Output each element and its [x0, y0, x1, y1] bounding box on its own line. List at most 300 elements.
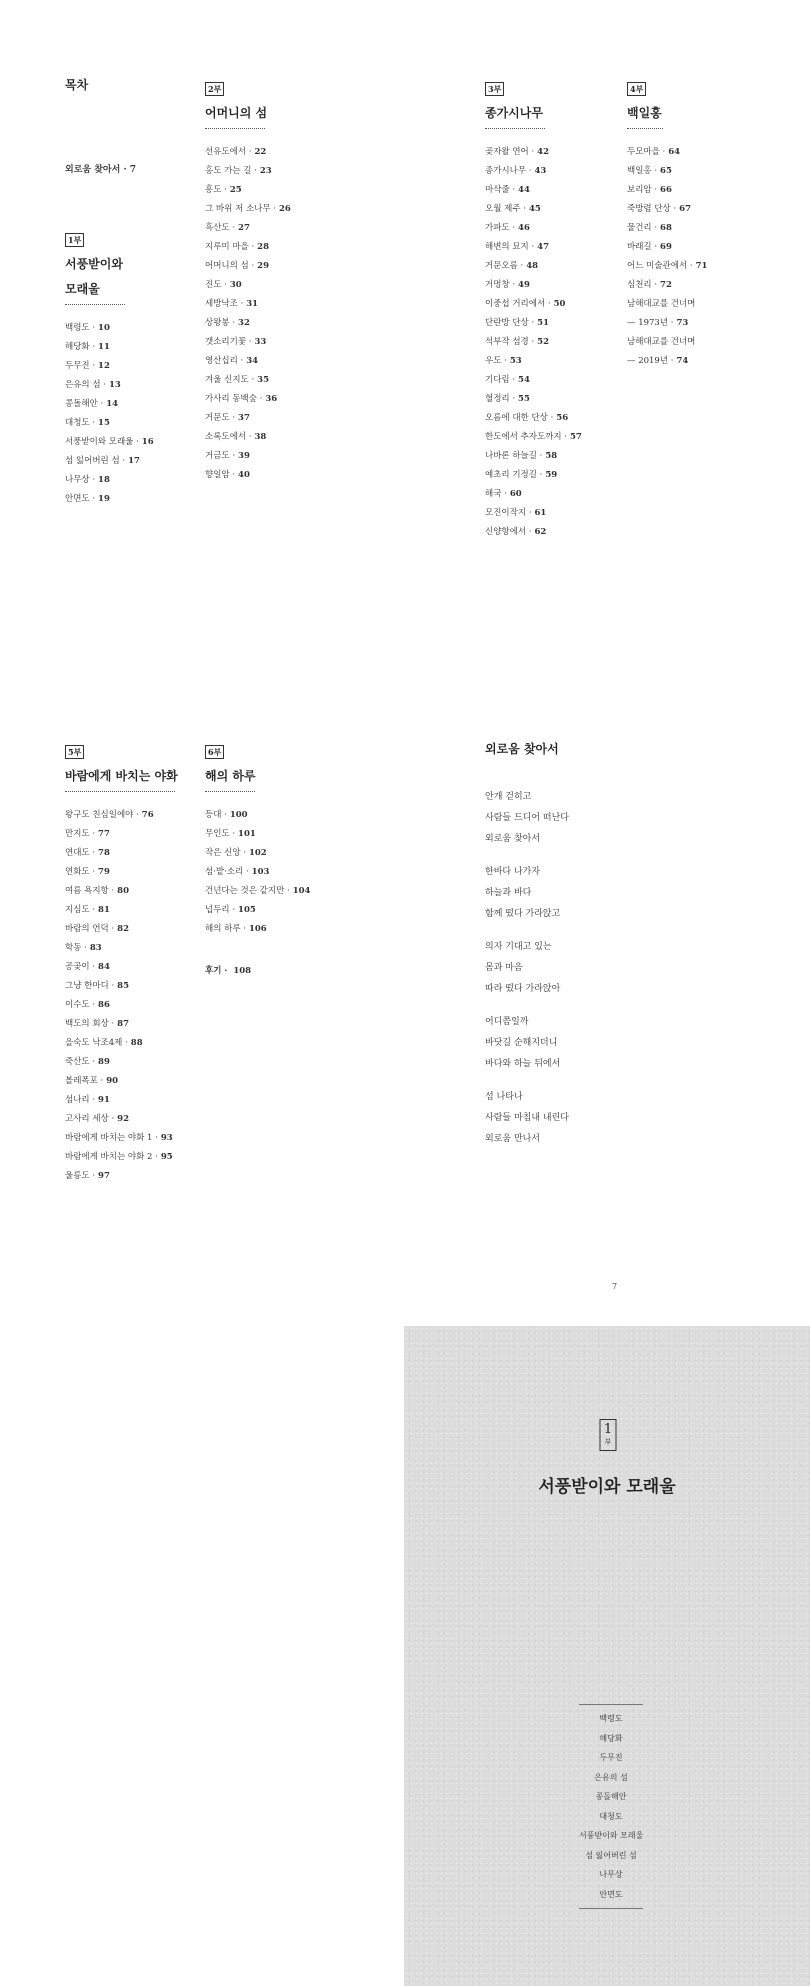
toc-entry[interactable] — [627, 200, 767, 219]
toc-entry-separator: · — [89, 323, 96, 333]
toc-entry-separator: · — [229, 905, 236, 915]
toc-entry-page: 42 — [537, 147, 550, 157]
chapter-title: 서풍받이와 모래울 — [538, 1477, 676, 1497]
toc-entry-page: 55 — [518, 394, 530, 404]
toc-entry-separator: · — [119, 456, 126, 466]
part-4-list — [627, 143, 767, 371]
toc-entry-title: 등대 — [205, 810, 222, 820]
toc-entry-title: 여름 욕지항 — [65, 886, 109, 896]
toc-entry[interactable] — [65, 863, 205, 882]
toc-entry[interactable] — [205, 844, 345, 863]
toc-entry-page: 30 — [229, 280, 242, 290]
toc-entry-separator: · — [659, 147, 666, 157]
toc-entry[interactable] — [485, 314, 625, 333]
toc-entry[interactable] — [485, 523, 625, 542]
toc-entry[interactable] — [65, 920, 205, 939]
toc-entry[interactable] — [627, 181, 767, 200]
toc-entry[interactable] — [627, 257, 767, 276]
toc-entry-separator: · — [237, 299, 244, 309]
toc-entry-separator: · — [89, 475, 96, 485]
toc-entry[interactable] — [65, 471, 205, 490]
poem-stanza — [485, 1087, 665, 1150]
part-6-title: 해의 하루 — [205, 769, 256, 783]
toc-entry[interactable] — [205, 806, 345, 825]
toc-entry-title: 연화도 — [65, 867, 90, 877]
part-1-title — [65, 252, 205, 302]
part-2-title: 어머니의 섬 — [205, 106, 268, 120]
toc-entry-separator: · — [221, 810, 227, 820]
poem-section — [485, 740, 665, 1162]
part-5-title: 바람에게 바치는 야화 — [65, 769, 178, 783]
toc-entry-page: 16 — [141, 437, 154, 447]
toc-entry-title: 물건리 — [627, 223, 652, 233]
toc-entry-title: 흑산도 — [205, 223, 230, 233]
toc-entry[interactable] — [205, 314, 345, 333]
toc-entry-separator: · — [547, 413, 554, 423]
toc-entry-title: 거문오름 — [485, 261, 518, 271]
toc-entry-title: 섬·밭·소리 — [205, 867, 244, 877]
toc-entry-page: 66 — [660, 185, 672, 195]
toc-entry[interactable] — [205, 200, 345, 219]
toc-entry[interactable] — [205, 901, 345, 920]
toc-entry-separator: · — [651, 242, 658, 252]
part-1-rule — [65, 304, 125, 305]
toc-entry-page: 102 — [248, 848, 267, 858]
toc-entry[interactable] — [205, 352, 345, 371]
toc-entry-separator: · — [651, 280, 658, 290]
toc-title: 목차 — [65, 78, 89, 92]
toc-entry-separator: · — [229, 318, 236, 328]
chapter-opener-page — [404, 1326, 810, 1986]
chapter-poem-item: 섬 잃어버린 섬 — [585, 1850, 637, 1860]
toc-entry-title: 영산십리 — [205, 356, 238, 366]
toc-entry[interactable] — [205, 219, 345, 238]
toc-entry-title: 연대도 — [65, 848, 90, 858]
toc-entry-separator: · — [89, 342, 96, 352]
poem-line: 따라 떴다 가라앉아 — [485, 984, 561, 994]
toc-entry-title: 남해대교를 건너며 — [627, 299, 696, 309]
part-4-rule — [627, 128, 663, 129]
afterword-title: 후기 — [205, 966, 222, 976]
toc-entry[interactable] — [65, 958, 205, 977]
toc-entry-separator: · — [221, 280, 227, 290]
toc-entry-page: 47 — [537, 242, 550, 252]
toc-entry[interactable] — [205, 882, 345, 901]
toc-entry-separator: · — [229, 470, 236, 480]
toc-entry-page: 76 — [141, 810, 154, 820]
toc-entry[interactable] — [205, 920, 345, 939]
toc-entry[interactable] — [65, 939, 205, 958]
toc-entry-page: 45 — [528, 204, 541, 214]
toc-entry-separator: · — [89, 1000, 96, 1010]
poem-line: 의자 기대고 있는 — [485, 942, 552, 952]
toc-entry-separator: · — [509, 394, 516, 404]
toc-entry-title: 선유도에서 — [205, 147, 247, 157]
toc-entry-page: 88 — [130, 1038, 143, 1048]
part-6-badge: 6부 — [205, 745, 224, 759]
toc-entry[interactable] — [205, 371, 345, 390]
toc-entry-page: 39 — [238, 451, 250, 461]
toc-entry-separator: · — [89, 418, 96, 428]
toc-entry-title: 바람의 언덕 — [65, 924, 109, 934]
toc-entry[interactable] — [205, 162, 345, 181]
toc-entry[interactable] — [65, 1091, 205, 1110]
part-5-list — [65, 806, 205, 1186]
toc-entry-separator: · — [668, 318, 674, 328]
toc-entry-separator: · — [229, 223, 236, 233]
part-3-section — [485, 77, 625, 542]
chapter-poem-item: 서풍받이와 모래울 — [579, 1831, 644, 1840]
toc-entry-separator: · — [528, 337, 535, 347]
toc-entry-title: 바람에게 바치는 야화 2 — [65, 1152, 153, 1162]
toc-entry[interactable] — [65, 825, 205, 844]
toc-entry[interactable] — [485, 352, 625, 371]
toc-entry[interactable] — [485, 504, 625, 523]
toc-entry[interactable] — [205, 466, 345, 485]
toc-entry[interactable] — [627, 162, 767, 181]
chapter-poem-item: 안면도 — [599, 1889, 623, 1899]
toc-entry-page: 101 — [238, 829, 256, 839]
toc-entry-title: 겨울 신지도 — [205, 375, 249, 385]
toc-entry-page: 11 — [98, 342, 110, 352]
toc-entry[interactable] — [627, 314, 767, 333]
toc-entry-page: 22 — [254, 147, 267, 157]
poem-stanza — [485, 787, 665, 850]
toc-entry-separator: · — [545, 299, 551, 309]
toc-entry-page: 67 — [679, 204, 692, 214]
toc-entry[interactable] — [65, 452, 205, 471]
toc-entry-separator: · — [526, 527, 532, 537]
toc-entry-page: 83 — [89, 943, 102, 953]
toc-entry-page: 90 — [106, 1076, 119, 1086]
toc-entry-title: 서풍받이와 모래울 — [65, 437, 134, 447]
toc-entry-separator: · — [237, 356, 244, 366]
toc-entry[interactable] — [65, 319, 205, 338]
toc-entry-separator: · — [108, 1114, 115, 1124]
part-1-badge: 1부 — [65, 233, 84, 247]
toc-entry-separator: · — [651, 166, 658, 176]
toc-entry-page: 81 — [98, 905, 110, 915]
toc-entry-page: 37 — [238, 413, 250, 423]
toc-entry-separator: · — [528, 242, 535, 252]
toc-entry-separator: · — [240, 848, 246, 858]
toc-entry[interactable] — [205, 238, 345, 257]
toc-entry-title: 기다림 — [485, 375, 510, 385]
toc-entry-separator: · — [561, 432, 568, 442]
chapter-badge — [600, 1419, 617, 1451]
toc-entry[interactable] — [65, 1053, 205, 1072]
toc-entry-title: 소록도에서 — [205, 432, 247, 442]
toc-entry-title: 지루미 마을 — [205, 242, 249, 252]
toc-entry-page: 89 — [98, 1057, 110, 1067]
toc-entry-title: 심천리 — [627, 280, 652, 290]
afterword-entry[interactable]: 후기 · 108 — [205, 966, 252, 976]
toc-entry[interactable] — [65, 901, 205, 920]
afterword-page: 108 — [233, 966, 252, 976]
toc-entry-page: 35 — [257, 375, 270, 385]
toc-entry-title: 진도 — [205, 280, 222, 290]
toc-entry[interactable] — [65, 1015, 205, 1034]
toc-entry-separator: · — [687, 261, 693, 271]
toc-entry[interactable] — [65, 357, 205, 376]
toc-entry-separator: · — [108, 924, 115, 934]
toc-entry-separator: · — [152, 1152, 158, 1162]
toc-entry-separator: · — [536, 451, 543, 461]
toc-entry-separator: · — [246, 337, 252, 347]
poem-line: 하늘과 바다 — [485, 888, 532, 898]
toc-entry-page: 86 — [98, 1000, 110, 1010]
toc-entry[interactable] — [65, 882, 205, 901]
poem-line: 섬 나타나 — [485, 1092, 523, 1102]
poem-line: 바닷길 순해지더니 — [485, 1038, 558, 1048]
toc-entry-separator: · — [89, 867, 96, 877]
toc-entry-separator: · — [221, 185, 227, 195]
part-4-title: 백일홍 — [627, 106, 662, 120]
toc-entry-title: 은유의 섬 — [65, 380, 101, 390]
toc-entry-separator: · — [240, 924, 246, 934]
toc-entry[interactable] — [65, 414, 205, 433]
toc-entry-title: 모진이작지 — [485, 508, 527, 518]
toc-entry-title: 오름에 대한 단상 — [485, 413, 548, 423]
toc-entry-title: 가사리 동백숲 — [205, 394, 257, 404]
toc-entry[interactable] — [65, 490, 205, 509]
toc-entry[interactable] — [65, 977, 205, 996]
toc-entry[interactable] — [485, 257, 625, 276]
chapter-poem-item: 대청도 — [599, 1811, 623, 1821]
toc-entry[interactable] — [485, 219, 625, 238]
toc-entry[interactable] — [485, 371, 625, 390]
toc-entry[interactable] — [205, 276, 345, 295]
toc-entry-page: 40 — [238, 470, 250, 480]
toc-entry-title: 흥도 — [205, 185, 222, 195]
toc-entry-title: 섬 잃어버린 섬 — [65, 456, 120, 466]
toc-entry[interactable] — [627, 143, 767, 162]
toc-entry[interactable] — [485, 143, 625, 162]
toc-entry[interactable] — [627, 219, 767, 238]
toc-entry-page: 105 — [238, 905, 256, 915]
toc-entry[interactable] — [205, 863, 345, 882]
toc-entry-page: 84 — [98, 962, 110, 972]
toc-entry-separator: · — [89, 494, 96, 504]
toc-entry-title: 왕구도 친심일에야 — [65, 810, 134, 820]
poem-line: 사람들 드디어 떠난다 — [485, 813, 569, 823]
toc-entry[interactable] — [65, 1072, 205, 1091]
toc-entry-page: 92 — [117, 1114, 130, 1124]
toc-entry-title: 향일암 — [205, 470, 230, 480]
toc-entry-separator: · — [248, 261, 255, 271]
toc-entry-title: 그냥 한마디 — [65, 981, 109, 991]
toc-entry-title: 예초리 기정길 — [485, 470, 537, 480]
toc-entry-page: 48 — [526, 261, 539, 271]
toc-entry-separator: · — [651, 223, 658, 233]
toc-entry-separator: · — [89, 1095, 96, 1105]
toc-entry-page: 62 — [534, 527, 547, 537]
toc-entry[interactable] — [205, 295, 345, 314]
chapter-poem-item: 해당화 — [599, 1733, 623, 1743]
toc-entry[interactable] — [65, 395, 205, 414]
toc-entry-separator: · — [501, 356, 507, 366]
toc-entry[interactable] — [485, 200, 625, 219]
toc-entry-title: 넙두리 — [205, 905, 230, 915]
toc-entry[interactable] — [205, 390, 345, 409]
poem-title: 외로움 찾아서 — [485, 742, 559, 756]
toc-entry-separator: · — [528, 318, 535, 328]
toc-entry-title: 세방낙조 — [205, 299, 238, 309]
toc-entry-separator: · — [651, 185, 658, 195]
toc-entry-separator: · — [133, 437, 139, 447]
toc-entry[interactable] — [485, 238, 625, 257]
part-6-list — [205, 806, 345, 939]
toc-entry[interactable] — [485, 162, 625, 181]
toc-entry-title: 마삭줄 — [485, 185, 510, 195]
toc-entry[interactable] — [65, 996, 205, 1015]
toc-entry[interactable] — [65, 433, 205, 452]
toc-entry[interactable] — [485, 276, 625, 295]
toc-entry-separator: · — [89, 1057, 96, 1067]
toc-entry-separator: · — [229, 451, 236, 461]
toc-entry[interactable] — [485, 485, 625, 504]
toc-entry[interactable] — [627, 295, 767, 314]
toc-entry[interactable] — [205, 333, 345, 352]
toc-entry[interactable] — [205, 825, 345, 844]
toc-entry-separator: · — [97, 1076, 104, 1086]
toc-entry[interactable] — [65, 1167, 205, 1186]
prologue-entry[interactable]: 외로움 찾아서 · 7 — [65, 165, 136, 175]
toc-entry-title: 어느 미술관에서 — [627, 261, 688, 271]
toc-entry[interactable] — [65, 1129, 205, 1148]
toc-entry[interactable] — [65, 376, 205, 395]
toc-entry-title: 그 바위 저 소나무 — [205, 204, 271, 214]
toc-entry-title: 나무상 — [65, 475, 90, 485]
poem-stanza — [485, 937, 665, 1000]
toc-entry[interactable] — [485, 390, 625, 409]
page-number: 7 — [612, 1282, 618, 1291]
toc-entry-page: 15 — [98, 418, 110, 428]
toc-entry[interactable] — [205, 257, 345, 276]
toc-entry-page: 80 — [117, 886, 130, 896]
toc-entry-separator: · — [501, 489, 507, 499]
toc-entry-page: 59 — [545, 470, 558, 480]
toc-entry-title: 보리암 — [627, 185, 652, 195]
toc-entry-separator: · — [89, 905, 96, 915]
toc-entry-title: 석부작 섬경 — [485, 337, 529, 347]
toc-entry[interactable] — [627, 333, 767, 352]
toc-entry-title: 무인도 — [205, 829, 230, 839]
poem-line: 외로움 만나서 — [485, 1134, 541, 1144]
toc-entry-title: 한도에서 추자도까지 — [485, 432, 562, 442]
toc-entry-separator: · — [89, 361, 96, 371]
toc-entry-page: 85 — [117, 981, 130, 991]
toc-entry-page: 19 — [98, 494, 110, 504]
toc-entry-page: 64 — [668, 147, 681, 157]
poem-body — [485, 787, 665, 1150]
toc-entry[interactable] — [65, 1148, 205, 1167]
part-1-title-line-2: 모래울 — [65, 282, 100, 296]
toc-entry-separator: · — [152, 1133, 158, 1143]
toc-entry-separator: · — [122, 1038, 128, 1048]
toc-entry-title: 이수도 — [65, 1000, 90, 1010]
toc-entry[interactable] — [205, 428, 345, 447]
part-1-list — [65, 319, 205, 509]
toc-entry-separator: · — [248, 242, 255, 252]
toc-entry[interactable] — [485, 333, 625, 352]
toc-entry-page: 52 — [537, 337, 550, 347]
toc-entry[interactable] — [65, 1110, 205, 1129]
toc-entry-title: 가파도 — [485, 223, 510, 233]
poem-line: 바다와 하늘 뒤에서 — [485, 1059, 561, 1069]
toc-entry[interactable] — [627, 352, 767, 371]
toc-entry-page: 82 — [117, 924, 130, 934]
toc-entry-page: 12 — [98, 361, 110, 371]
toc-entry[interactable] — [65, 1034, 205, 1053]
poem-line: 함께 떴다 가라앉고 — [485, 909, 561, 919]
toc-entry-separator: · — [509, 185, 516, 195]
toc-entry-separator: · — [81, 943, 87, 953]
toc-entry-title: 울릉도 — [65, 1171, 90, 1181]
toc-entry[interactable] — [485, 447, 625, 466]
chapter-poem-item: 은유의 섬 — [594, 1772, 628, 1782]
part-1-section — [65, 228, 205, 509]
toc-entry-page: 46 — [518, 223, 530, 233]
toc-entry-page: 106 — [248, 924, 267, 934]
toc-entry-separator: · — [229, 829, 236, 839]
toc-entry[interactable] — [205, 409, 345, 428]
toc-entry-title: 나바론 하늘길 — [485, 451, 537, 461]
part-3-title: 종가시나무 — [485, 106, 543, 120]
toc-entry-title: 어머니의 섬 — [205, 261, 249, 271]
toc-entry-title: 해변의 묘지 — [485, 242, 529, 252]
toc-entry-page: 32 — [238, 318, 250, 328]
toc-entry-separator: · — [89, 829, 96, 839]
toc-entry[interactable] — [65, 338, 205, 357]
toc-entry-separator: · — [229, 413, 236, 423]
part-4-badge: 4부 — [627, 82, 646, 96]
toc-entry[interactable] — [485, 428, 625, 447]
toc-entry-separator: · — [108, 981, 115, 991]
toc-entry[interactable] — [205, 181, 345, 200]
toc-entry-page: 71 — [695, 261, 708, 271]
toc-entry-title: 거문도 — [205, 413, 230, 423]
toc-entry[interactable] — [485, 295, 625, 314]
toc-entry[interactable] — [205, 143, 345, 162]
toc-entry-page: 93 — [160, 1133, 173, 1143]
toc-entry[interactable] — [627, 276, 767, 295]
poem-line: 어디쯤일까 — [485, 1017, 529, 1027]
toc-entry[interactable] — [205, 447, 345, 466]
toc-entry[interactable] — [65, 844, 205, 863]
toc-entry[interactable] — [485, 409, 625, 428]
toc-entry[interactable] — [65, 806, 205, 825]
toc-entry-page: 79 — [98, 867, 110, 877]
poem-stanza — [485, 1012, 665, 1075]
toc-entry-page: 95 — [160, 1152, 173, 1162]
toc-entry-page: 54 — [518, 375, 530, 385]
poem-line: 한바다 나가자 — [485, 867, 541, 877]
toc-entry-title: 이중섭 거리에서 — [485, 299, 546, 309]
part-3-rule — [485, 128, 545, 129]
toc-entry-page: 44 — [518, 185, 530, 195]
poem-line: 안개 걷히고 — [485, 792, 532, 802]
toc-entry[interactable] — [485, 181, 625, 200]
poem-line: 몸과 마음 — [485, 963, 523, 973]
toc-entry-title: 지심도 — [65, 905, 90, 915]
toc-entry[interactable] — [627, 238, 767, 257]
part-5-rule — [65, 791, 175, 792]
toc-entry[interactable] — [485, 466, 625, 485]
toc-entry-page: 91 — [98, 1095, 110, 1105]
toc-entry-separator: · — [89, 848, 96, 858]
toc-entry-title: 거멍창 — [485, 280, 510, 290]
